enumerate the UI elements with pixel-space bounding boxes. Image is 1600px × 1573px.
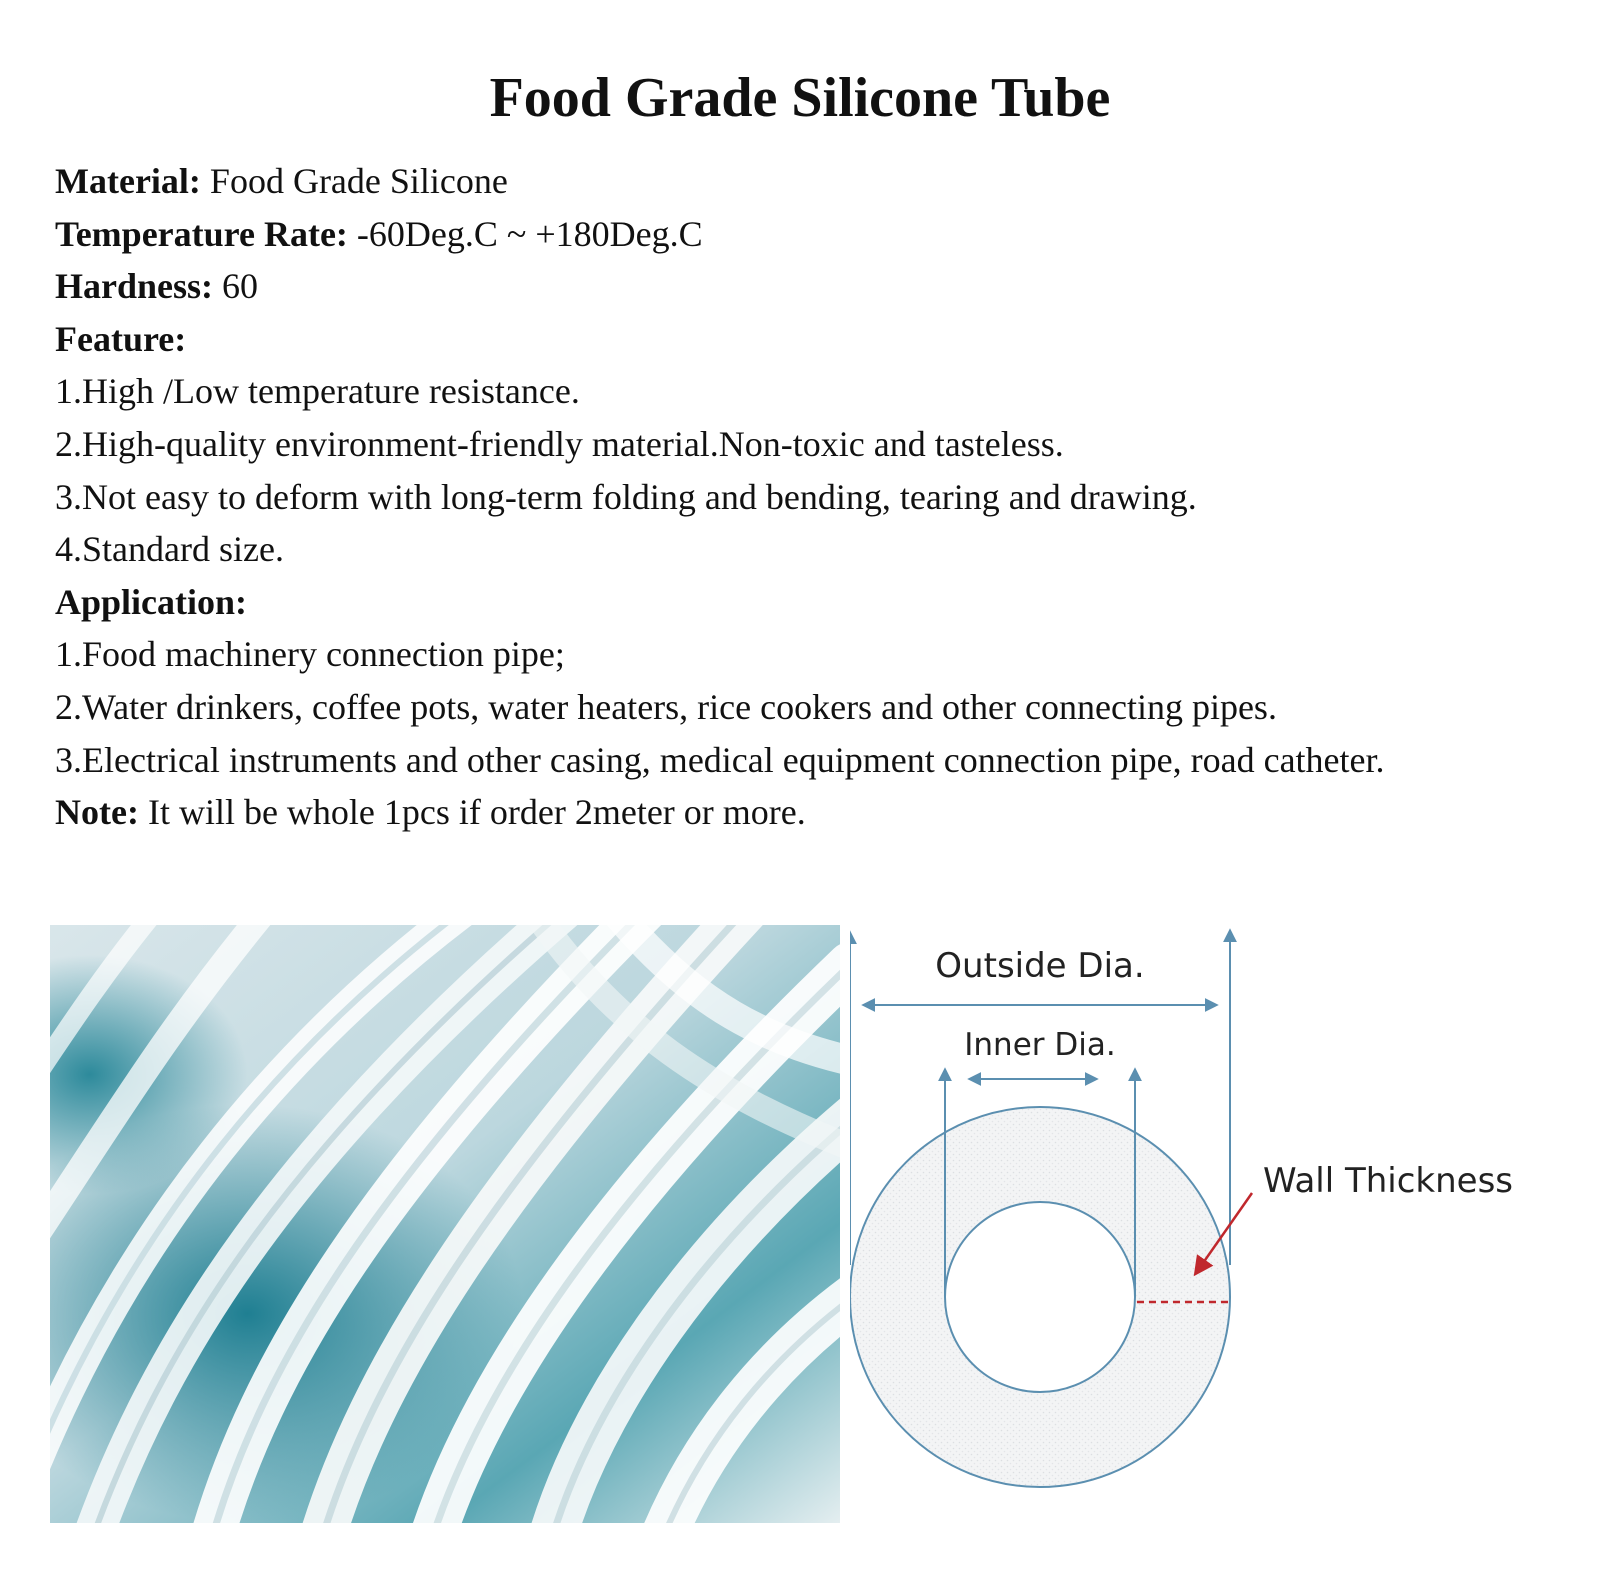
- wall-thickness-label: Wall Thickness: [1263, 1161, 1514, 1201]
- note-label: Note:: [55, 792, 139, 833]
- hardness-value: 60: [222, 266, 259, 307]
- feature-item: 1.High /Low temperature resistance.: [55, 371, 580, 412]
- hardness-row: [55, 260, 1555, 313]
- application-heading: Application:: [55, 581, 248, 622]
- note-text: It will be whole 1pcs if order 2meter or more.: [147, 792, 806, 833]
- dimension-diagram: [850, 925, 1550, 1523]
- feature-item: 2.High-quality environment-friendly material.Non-toxic and tasteless.: [55, 423, 1064, 464]
- application-item: 2.Water drinkers, coffee pots, water heaters, rice cookers and other connecting pipes.: [55, 686, 1277, 727]
- temperature-row: [55, 208, 1555, 261]
- application-item: 3.Electrical instruments and other casing, medical equipment connection pipe, road catheter.: [55, 739, 1385, 780]
- material-value: Food Grade Silicone: [209, 161, 508, 201]
- inner-dia-label: Inner Dia.: [964, 1027, 1116, 1063]
- application-item: 1.Food machinery connection pipe;: [55, 634, 565, 675]
- material-row: [55, 155, 1555, 208]
- temperature-value: -60Deg.C ~ +180Deg.C: [356, 213, 703, 254]
- inner-circle: [945, 1202, 1135, 1392]
- feature-item: 3.Not easy to deform with long-term folding and bending, tearing and drawing.: [55, 476, 1197, 517]
- spec-block: [55, 155, 1555, 839]
- outside-dia-label: Outside Dia.: [935, 946, 1145, 986]
- tube-photo: [50, 925, 840, 1523]
- temperature-label: Temperature Rate:: [55, 213, 348, 254]
- hardness-label: Hardness:: [55, 266, 214, 307]
- note-row: [55, 786, 1555, 839]
- page-title: Food Grade Silicone Tube: [489, 67, 1111, 129]
- feature-item: 4.Standard size.: [55, 529, 284, 570]
- feature-heading: Feature:: [55, 318, 187, 359]
- material-label: Material:: [55, 161, 201, 201]
